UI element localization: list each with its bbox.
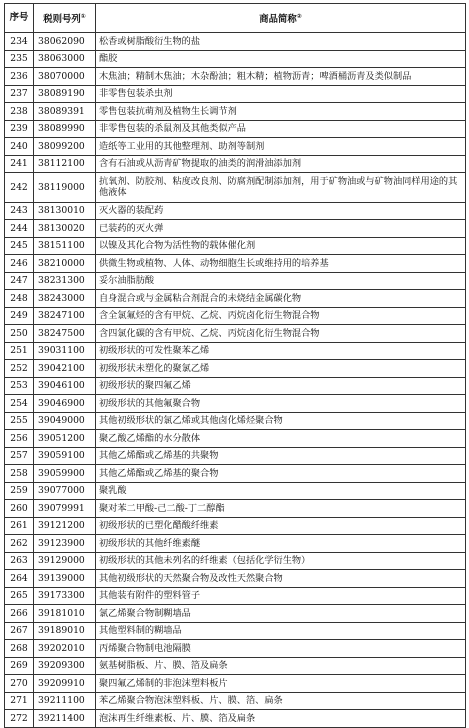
row-serial-number: 253 bbox=[5, 377, 34, 395]
row-serial-number: 268 bbox=[5, 640, 34, 658]
row-serial-number: 266 bbox=[5, 605, 34, 623]
row-product-name: 氯乙烯聚合物制糊墙品 bbox=[96, 605, 466, 623]
table-row bbox=[5, 710, 466, 728]
table-row bbox=[5, 50, 466, 68]
row-product-name: 供微生物或植物、人体、动物细胞生长或维持用的培养基 bbox=[96, 255, 466, 273]
row-product-name: 初级形状的可发性聚苯乙烯 bbox=[96, 342, 466, 360]
tariff-table-page bbox=[4, 3, 465, 728]
table-row bbox=[5, 85, 466, 103]
row-tariff-code: 39059900 bbox=[34, 465, 96, 483]
row-serial-number: 246 bbox=[5, 255, 34, 273]
row-tariff-code: 39059100 bbox=[34, 447, 96, 465]
table-row bbox=[5, 640, 466, 658]
row-serial-number: 250 bbox=[5, 325, 34, 343]
row-tariff-code: 38099200 bbox=[34, 138, 96, 156]
row-product-name: 妥尔油脂肪酸 bbox=[96, 272, 466, 290]
row-serial-number: 272 bbox=[5, 710, 34, 728]
row-serial-number: 257 bbox=[5, 447, 34, 465]
row-serial-number: 245 bbox=[5, 237, 34, 255]
table-row bbox=[5, 360, 466, 378]
row-serial-number: 248 bbox=[5, 290, 34, 308]
row-serial-number: 258 bbox=[5, 465, 34, 483]
row-product-name: 初级形状的其他未列名的纤维素（包括化学衍生物） bbox=[96, 552, 466, 570]
row-serial-number: 270 bbox=[5, 675, 34, 693]
row-tariff-code: 38151100 bbox=[34, 237, 96, 255]
row-tariff-code: 38089391 bbox=[34, 103, 96, 121]
row-product-name: 以镍及其化合物为活性物的载体催化剂 bbox=[96, 237, 466, 255]
row-product-name: 自身混合或与金属粘合剂混合的未烧结金属碳化物 bbox=[96, 290, 466, 308]
row-tariff-code: 39181010 bbox=[34, 605, 96, 623]
row-product-name: 聚乙酸乙烯酯的水分散体 bbox=[96, 430, 466, 448]
row-tariff-code: 39211400 bbox=[34, 710, 96, 728]
row-tariff-code: 38247100 bbox=[34, 307, 96, 325]
table-row bbox=[5, 482, 466, 500]
table-row bbox=[5, 220, 466, 238]
row-tariff-code: 38062090 bbox=[34, 33, 96, 51]
header-serial-label: 序号 bbox=[9, 12, 29, 24]
row-tariff-code: 39209910 bbox=[34, 675, 96, 693]
row-tariff-code: 39209300 bbox=[34, 657, 96, 675]
row-tariff-code: 39051200 bbox=[34, 430, 96, 448]
row-tariff-code: 39077000 bbox=[34, 482, 96, 500]
row-tariff-code: 39121200 bbox=[34, 517, 96, 535]
row-serial-number: 264 bbox=[5, 570, 34, 588]
table-row bbox=[5, 307, 466, 325]
row-serial-number: 262 bbox=[5, 535, 34, 553]
table-row bbox=[5, 342, 466, 360]
row-product-name: 其他乙烯酯或乙烯基的聚合物 bbox=[96, 465, 466, 483]
row-serial-number: 259 bbox=[5, 482, 34, 500]
table-row bbox=[5, 587, 466, 605]
row-serial-number: 252 bbox=[5, 360, 34, 378]
row-product-name: 酯胶 bbox=[96, 50, 466, 68]
row-product-name: 初级形状的其他氟聚合物 bbox=[96, 395, 466, 413]
row-tariff-code: 39139000 bbox=[34, 570, 96, 588]
row-tariff-code: 38130010 bbox=[34, 202, 96, 220]
table-row bbox=[5, 692, 466, 710]
row-product-name: 丙烯聚合物制电池隔膜 bbox=[96, 640, 466, 658]
row-product-name: 其他初级形状的天然聚合物及改性天然聚合物 bbox=[96, 570, 466, 588]
table-body bbox=[5, 33, 466, 728]
row-tariff-code: 38089990 bbox=[34, 120, 96, 138]
row-product-name: 泡沫再生纤维素板、片、膜、箔及扁条 bbox=[96, 710, 466, 728]
row-tariff-code: 38089190 bbox=[34, 85, 96, 103]
table-row bbox=[5, 395, 466, 413]
row-tariff-code: 38070000 bbox=[34, 68, 96, 86]
row-tariff-code: 39202010 bbox=[34, 640, 96, 658]
table-row bbox=[5, 412, 466, 430]
table-row bbox=[5, 675, 466, 693]
row-serial-number: 251 bbox=[5, 342, 34, 360]
row-tariff-code: 39129000 bbox=[34, 552, 96, 570]
row-product-name: 氨基树脂板、片、膜、箔及扁条 bbox=[96, 657, 466, 675]
row-tariff-code: 38231300 bbox=[34, 272, 96, 290]
tariff-table bbox=[4, 3, 466, 728]
table-row bbox=[5, 517, 466, 535]
row-product-name: 含全氯氟烃的含有甲烷、乙烷、丙烷卤化衍生物混合物 bbox=[96, 307, 466, 325]
row-product-name: 非零售包装的杀鼠剂及其他类似产品 bbox=[96, 120, 466, 138]
row-tariff-code: 38247500 bbox=[34, 325, 96, 343]
row-product-name: 初级形状未塑化的聚氯乙烯 bbox=[96, 360, 466, 378]
row-serial-number: 269 bbox=[5, 657, 34, 675]
row-tariff-code: 39211100 bbox=[34, 692, 96, 710]
table-row bbox=[5, 237, 466, 255]
row-tariff-code: 39049000 bbox=[34, 412, 96, 430]
header-name-footnote-mark: ② bbox=[296, 12, 302, 20]
row-product-name: 其他乙烯酯或乙烯基的共聚物 bbox=[96, 447, 466, 465]
table-row bbox=[5, 138, 466, 156]
table-row bbox=[5, 202, 466, 220]
row-product-name: 初级形状的其他纤维素醚 bbox=[96, 535, 466, 553]
row-serial-number: 237 bbox=[5, 85, 34, 103]
header-code-footnote-mark: ① bbox=[80, 12, 86, 20]
row-tariff-code: 39031100 bbox=[34, 342, 96, 360]
table-row bbox=[5, 377, 466, 395]
row-serial-number: 240 bbox=[5, 138, 34, 156]
row-serial-number: 239 bbox=[5, 120, 34, 138]
row-product-name: 灭火器的装配药 bbox=[96, 202, 466, 220]
table-row bbox=[5, 325, 466, 343]
row-serial-number: 255 bbox=[5, 412, 34, 430]
row-product-name: 苯乙烯聚合物泡沫塑料板、片、膜、箔、扁条 bbox=[96, 692, 466, 710]
row-serial-number: 243 bbox=[5, 202, 34, 220]
table-row bbox=[5, 657, 466, 675]
table-row bbox=[5, 272, 466, 290]
row-product-name: 其他塑料制的糊墙品 bbox=[96, 622, 466, 640]
header-code-label: 税则号列 bbox=[43, 13, 81, 25]
row-product-name: 聚对苯二甲酸-己二酸-丁二醇酯 bbox=[96, 500, 466, 518]
row-tariff-code: 38243000 bbox=[34, 290, 96, 308]
table-row bbox=[5, 447, 466, 465]
row-serial-number: 265 bbox=[5, 587, 34, 605]
row-product-name: 其他初级形状的氯乙烯或其他卤化烯烃聚合物 bbox=[96, 412, 466, 430]
header-serial-number bbox=[5, 4, 34, 33]
row-serial-number: 236 bbox=[5, 68, 34, 86]
row-product-name: 初级形状的已塑化醋酸纤维素 bbox=[96, 517, 466, 535]
row-product-name: 木焦油；精制木焦油；木杂酚油；粗木精；植物沥青；啤酒桶沥青及类似制品 bbox=[96, 68, 466, 86]
header-tariff-code bbox=[34, 4, 96, 33]
row-serial-number: 263 bbox=[5, 552, 34, 570]
row-serial-number: 254 bbox=[5, 395, 34, 413]
table-row bbox=[5, 622, 466, 640]
row-tariff-code: 39079991 bbox=[34, 500, 96, 518]
row-serial-number: 260 bbox=[5, 500, 34, 518]
row-tariff-code: 38112100 bbox=[34, 155, 96, 173]
row-product-name: 含四氯化碳的含有甲烷、乙烷、丙烷卤化衍生物混合物 bbox=[96, 325, 466, 343]
row-serial-number: 234 bbox=[5, 33, 34, 51]
row-product-name: 聚四氟乙烯制的非泡沫塑料板片 bbox=[96, 675, 466, 693]
table-row bbox=[5, 103, 466, 121]
table-row bbox=[5, 33, 466, 51]
row-serial-number: 249 bbox=[5, 307, 34, 325]
row-product-name: 已装药的灭火弹 bbox=[96, 220, 466, 238]
table-row bbox=[5, 500, 466, 518]
table-row bbox=[5, 430, 466, 448]
table-row bbox=[5, 68, 466, 86]
table-row bbox=[5, 290, 466, 308]
table-row bbox=[5, 120, 466, 138]
row-product-name: 非零售包装杀虫剂 bbox=[96, 85, 466, 103]
row-tariff-code: 38130020 bbox=[34, 220, 96, 238]
row-product-name: 含有石油或从沥青矿物提取的油类的润滑油添加剂 bbox=[96, 155, 466, 173]
row-serial-number: 256 bbox=[5, 430, 34, 448]
row-product-name: 其他装有附件的塑料管子 bbox=[96, 587, 466, 605]
row-tariff-code: 39046100 bbox=[34, 377, 96, 395]
row-product-name: 聚乳酸 bbox=[96, 482, 466, 500]
row-product-name: 造纸等工业用的其他整理剂、助剂等制剂 bbox=[96, 138, 466, 156]
table-row bbox=[5, 255, 466, 273]
row-tariff-code: 38063000 bbox=[34, 50, 96, 68]
row-serial-number: 244 bbox=[5, 220, 34, 238]
table-row bbox=[5, 605, 466, 623]
row-tariff-code: 39173300 bbox=[34, 587, 96, 605]
row-serial-number: 261 bbox=[5, 517, 34, 535]
row-product-name: 初级形状的聚四氟乙烯 bbox=[96, 377, 466, 395]
table-row bbox=[5, 570, 466, 588]
row-tariff-code: 39123900 bbox=[34, 535, 96, 553]
row-serial-number: 242 bbox=[5, 173, 34, 203]
row-product-name: 零售包装抗萌剂及植物生长调节剂 bbox=[96, 103, 466, 121]
row-serial-number: 235 bbox=[5, 50, 34, 68]
row-tariff-code: 39042100 bbox=[34, 360, 96, 378]
table-row bbox=[5, 465, 466, 483]
row-serial-number: 241 bbox=[5, 155, 34, 173]
row-serial-number: 247 bbox=[5, 272, 34, 290]
row-product-name: 抗氧剂、防胶剂、粘度改良剂、防腐剂配制添加剂，用于矿物油或与矿物油同样用途的其他液体 bbox=[96, 173, 466, 203]
row-tariff-code: 39046900 bbox=[34, 395, 96, 413]
table-row bbox=[5, 155, 466, 173]
header-name-label: 商品简称 bbox=[259, 13, 297, 25]
header-product-name bbox=[96, 4, 466, 33]
row-tariff-code: 38119000 bbox=[34, 173, 96, 203]
row-tariff-code: 38210000 bbox=[34, 255, 96, 273]
table-row bbox=[5, 552, 466, 570]
row-tariff-code: 39189010 bbox=[34, 622, 96, 640]
row-serial-number: 238 bbox=[5, 103, 34, 121]
row-serial-number: 267 bbox=[5, 622, 34, 640]
table-row bbox=[5, 535, 466, 553]
table-row bbox=[5, 173, 466, 203]
table-header-row bbox=[5, 4, 466, 33]
row-serial-number: 271 bbox=[5, 692, 34, 710]
row-product-name: 松香或树脂酸衍生物的盐 bbox=[96, 33, 466, 51]
